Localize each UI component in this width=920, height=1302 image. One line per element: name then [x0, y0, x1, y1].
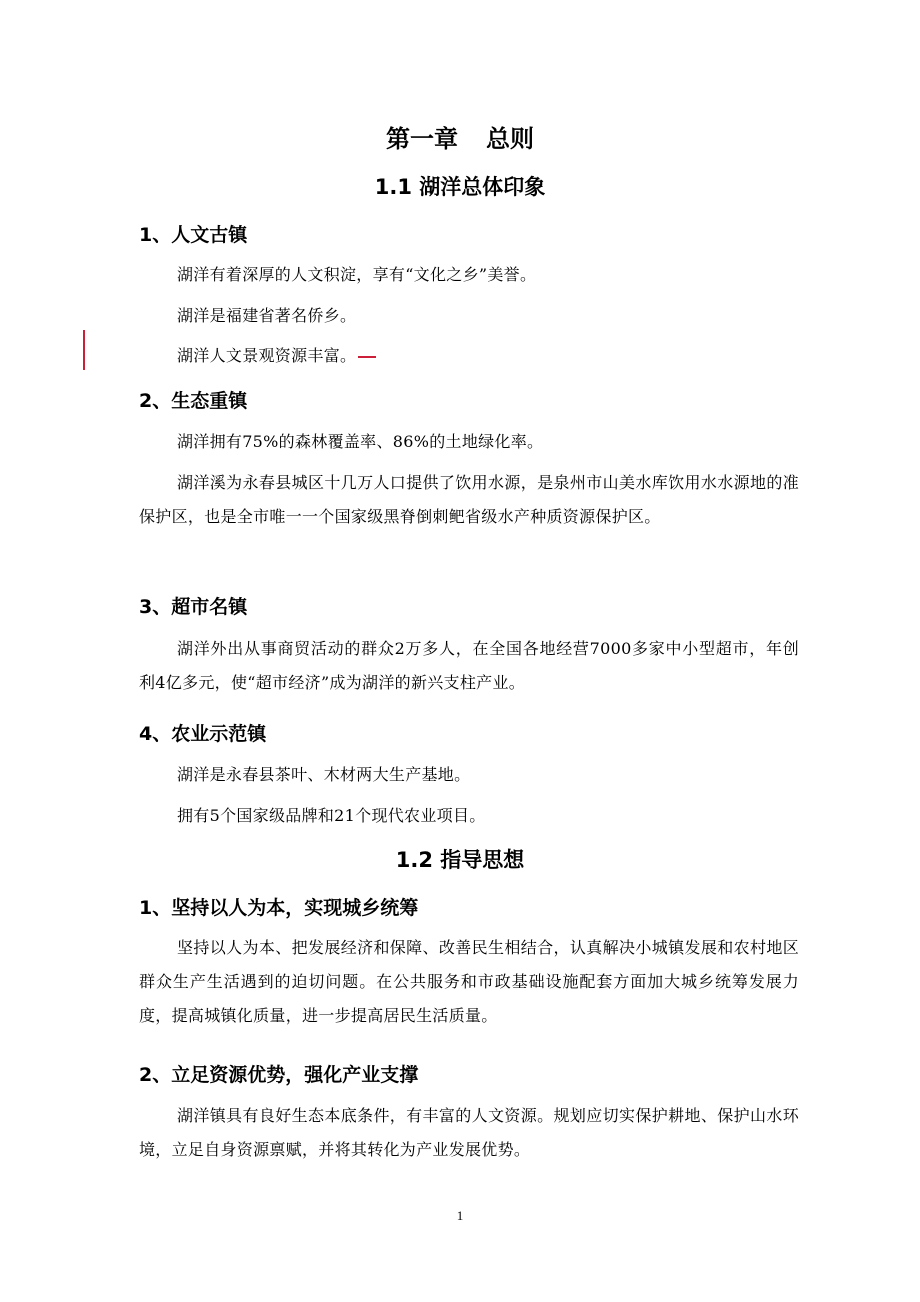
section-title-1-1: 1.1 湖洋总体印象	[374, 175, 546, 199]
heading-people-oriented: 1、坚持以人为本，实现城乡统筹	[139, 897, 419, 919]
heading-supermarket-town: 3、超市名镇	[139, 596, 248, 618]
chapter-number: 第一章	[386, 125, 458, 153]
paragraph: 拥有5个国家级品牌和21个现代农业项目。	[177, 806, 486, 825]
paragraph: 湖洋是福建省著名侨乡。	[177, 306, 357, 325]
heading-resource-advantage: 2、立足资源优势，强化产业支撑	[139, 1064, 419, 1086]
revision-strike-mark	[358, 356, 376, 358]
revision-bar-mark	[83, 330, 85, 370]
paragraph: 湖洋有着深厚的人文积淀，享有“文化之乡”美誉。	[177, 265, 537, 284]
paragraph: 湖洋是永春县茶叶、木材两大生产基地。	[177, 765, 471, 784]
paragraph: 湖洋溪为永春县城区十几万人口提供了饮用水源，是泉州市山美水库饮用水水源地的准保护区，也是全市唯一一个国家级黑脊倒刺鲃省级水产种质资源保护区。	[139, 473, 799, 526]
paragraph-with-revision	[139, 339, 799, 373]
section-title-1-2: 1.2 指导思想	[395, 848, 525, 872]
chapter-name: 总则	[486, 125, 534, 153]
paragraph-text: 湖洋人文景观资源丰富。	[177, 346, 357, 365]
heading-humanities-town: 1、人文古镇	[139, 224, 248, 246]
paragraph: 湖洋外出从事商贸活动的群众2万多人，在全国各地经营7000多家中小型超市，年创利4亿多元，使“超市经济”成为湖洋的新兴支柱产业。	[139, 639, 799, 692]
paragraph: 坚持以人为本、把发展经济和保障、改善民生相结合，认真解决小城镇发展和农村地区群众生产生活遇到的迫切问题。在公共服务和市政基础设施配套方面加大城乡统筹发展力度，提高城镇化质量，进一步提高居民生活质量。	[139, 938, 799, 1025]
paragraph: 湖洋拥有75%的森林覆盖率、86%的土地绿化率。	[177, 432, 544, 451]
heading-ecology-town: 2、生态重镇	[139, 390, 248, 412]
paragraph: 湖洋镇具有良好生态本底条件，有丰富的人文资源。规划应切实保护耕地、保护山水环境，立足自身资源禀赋，并将其转化为产业发展优势。	[139, 1106, 799, 1159]
heading-agriculture-town: 4、农业示范镇	[139, 723, 267, 745]
page-number: 1	[456, 1208, 464, 1223]
chapter-title	[0, 121, 920, 157]
